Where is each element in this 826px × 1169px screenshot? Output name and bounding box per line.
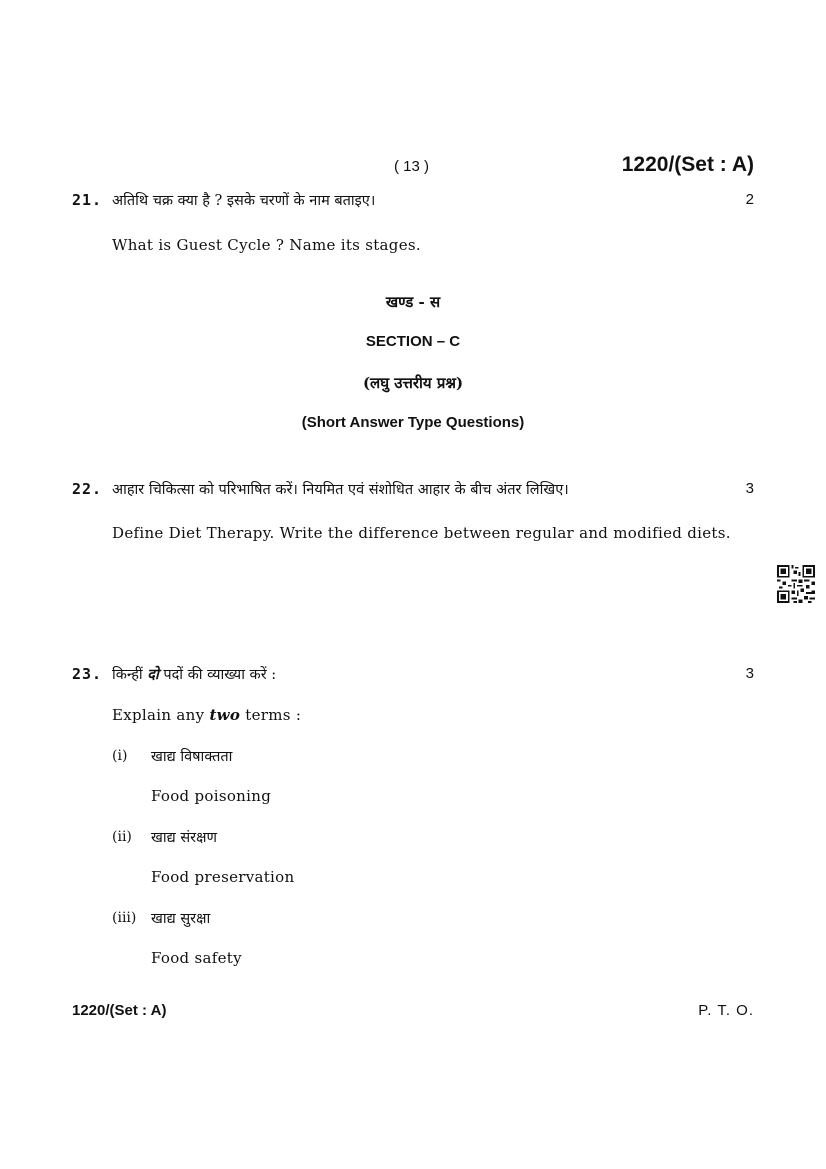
sub-item-hindi: खाद्य संरक्षण [151, 830, 217, 846]
sub-item-hindi: खाद्य विषाक्तता [151, 749, 233, 765]
pto-label: P. T. O. [698, 1002, 754, 1019]
question-21-marks: 2 [745, 191, 754, 208]
question-23-marks: 3 [745, 665, 754, 682]
section-hindi-title: खण्ड - स [385, 293, 441, 311]
section-hindi-subtitle: (लघु उत्तरीय प्रश्न) [362, 374, 464, 392]
sub-item-english: Food preservation [151, 868, 295, 886]
set-code-footer: 1220/(Set : A) [72, 1002, 167, 1019]
question-22-hindi: आहार चिकित्सा को परिभाषित करें। नियमित एवं संशोधित आहार के बीच अंतर लिखिए। [112, 482, 569, 498]
sub-item-hindi: खाद्य सुरक्षा [151, 911, 211, 927]
question-21-number: 21. [72, 191, 103, 209]
section-subtitle: (Short Answer Type Questions) [301, 414, 525, 431]
question-21-hindi: अतिथि चक्र क्या है ? इसके चरणों के नाम बताइए। [112, 193, 376, 209]
question-23-number: 23. [72, 665, 103, 683]
qr-code-icon [777, 565, 815, 603]
section-title: SECTION – C [365, 333, 461, 350]
question-23-hindi: किन्हीं दो पदों की व्याख्या करें : [112, 666, 277, 683]
question-21-english: What is Guest Cycle ? Name its stages. [112, 236, 421, 254]
sub-item-label: (iii) [112, 910, 137, 926]
question-23-english: Explain any two terms : [112, 706, 302, 724]
question-22-english: Define Diet Therapy. Write the difference between regular and modified diets. [112, 524, 731, 542]
question-22-marks: 3 [745, 480, 754, 497]
sub-item-label: (ii) [112, 829, 132, 845]
question-22-number: 22. [72, 480, 103, 498]
sub-item-english: Food safety [151, 949, 242, 967]
page-number: ( 13 ) [394, 158, 430, 175]
sub-item-english: Food poisoning [151, 787, 272, 805]
set-code-header: 1220/(Set : A) [621, 153, 754, 176]
sub-item-label: (i) [112, 748, 128, 764]
